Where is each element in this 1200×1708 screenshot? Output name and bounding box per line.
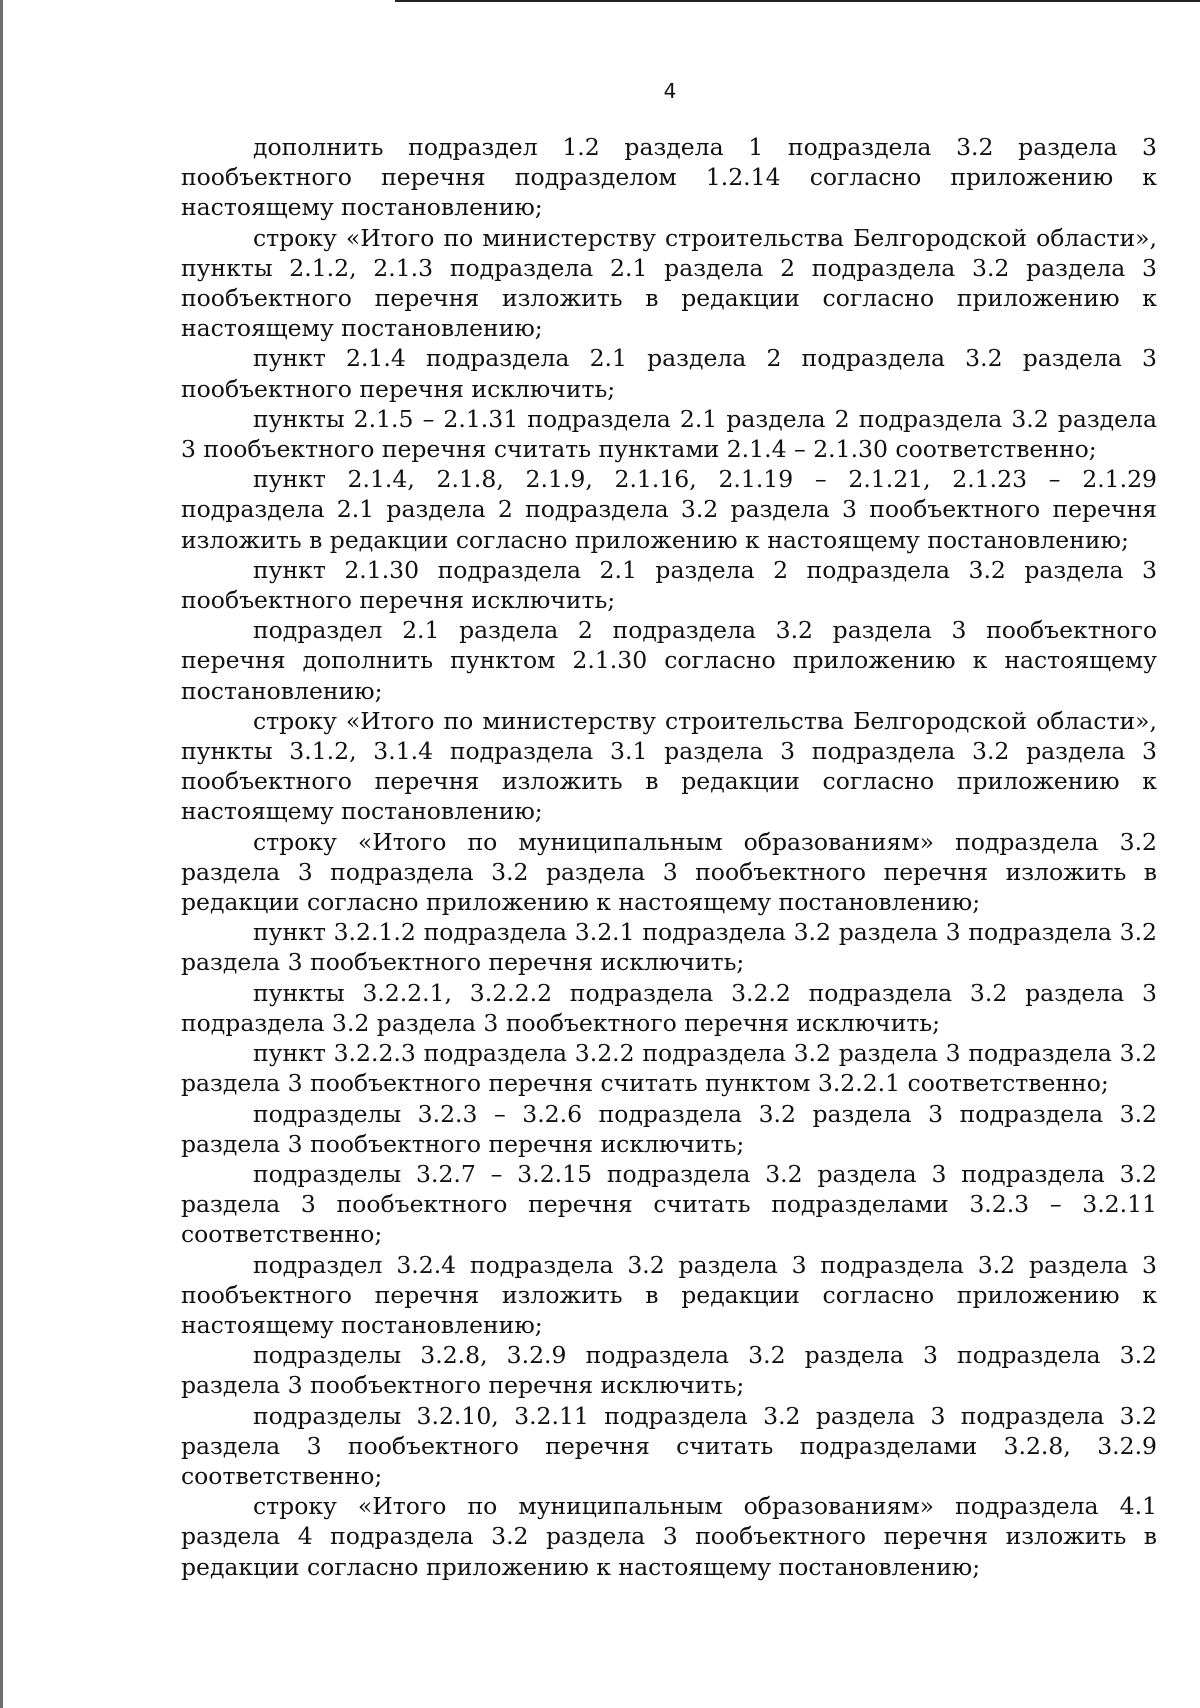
left-scan-edge — [0, 0, 3, 1708]
paragraph: пункт 3.2.1.2 подраздела 3.2.1 подраздела 3.2 раздела 3 подраздела 3.2 раздела 3 пообъектного перечня исключить; — [181, 918, 1157, 977]
paragraph: пункт 2.1.30 подраздела 2.1 раздела 2 подраздела 3.2 раздела 3 пообъектного перечня исключить; — [181, 555, 1157, 615]
paragraph: подразделы 3.2.8, 3.2.9 подраздела 3.2 раздела 3 подраздела 3.2 раздела 3 пообъектного перечня исключить; — [181, 1341, 1157, 1400]
paragraph: пункт 2.1.4, 2.1.8, 2.1.9, 2.1.16, 2.1.19 – 2.1.21, 2.1.23 – 2.1.29 подраздела 2.1 раздела 2 подраздела 3.2 раздела 3 пообъектного перечня изложить в редакции согласно приложению к настоящему постановлению; — [181, 465, 1157, 554]
paragraph: дополнить подраздел 1.2 раздела 1 подраздела 3.2 раздела 3 пообъектного перечня подразделом 1.2.14 согласно приложению к настоящему постановлению; — [181, 133, 1157, 222]
top-border-line — [395, 0, 1200, 2]
paragraph: пункт 2.1.4 подраздела 2.1 раздела 2 подраздела 3.2 раздела 3 пообъектного перечня исключить; — [181, 344, 1157, 403]
paragraph: пункт 3.2.2.3 подраздела 3.2.2 подраздела 3.2 раздела 3 подраздела 3.2 раздела 3 пообъектного перечня считать пунктом 3.2.2.1 соответственно; — [181, 1039, 1157, 1098]
paragraph: подраздел 3.2.4 подраздела 3.2 раздела 3 подраздела 3.2 раздела 3 пообъектного перечня изложить в редакции согласно приложению к настоящему постановлению; — [181, 1250, 1157, 1339]
paragraph: строку «Итого по министерству строительства Белгородской области», пункты 2.1.2, 2.1.3 подраздела 2.1 раздела 2 подраздела 3.2 раздела 3 пообъектного перечня изложить в редакции согласно приложению к настоящему постановлению; — [181, 223, 1157, 343]
paragraph: подразделы 3.2.10, 3.2.11 подраздела 3.2 раздела 3 подраздела 3.2 раздела 3 пообъектного перечня считать подразделами 3.2.8, 3.2.9 соответственно; — [181, 1401, 1157, 1490]
paragraph: подразделы 3.2.3 – 3.2.6 подраздела 3.2 раздела 3 подраздела 3.2 раздела 3 пообъектного перечня исключить; — [181, 1099, 1157, 1158]
paragraph: пункты 2.1.5 – 2.1.31 подраздела 2.1 раздела 2 подраздела 3.2 раздела 3 пообъектного перечня считать пунктами 2.1.4 – 2.1.30 соответственно; — [181, 404, 1157, 464]
paragraph: подразделы 3.2.7 – 3.2.15 подраздела 3.2 раздела 3 подраздела 3.2 раздела 3 пообъектного перечня считать подразделами 3.2.3 – 3.2.11 соответственно; — [181, 1159, 1157, 1249]
page-number: 4 — [663, 79, 677, 103]
paragraph: подраздел 2.1 раздела 2 подраздела 3.2 раздела 3 пообъектного перечня дополнить пунктом 2.1.30 согласно приложению к настоящему постановлению; — [181, 616, 1157, 705]
paragraph: строку «Итого по муниципальным образованиям» подраздела 4.1 раздела 4 подраздела 3.2 раздела 3 пообъектного перечня изложить в редакции согласно приложению к настоящему постановлению; — [181, 1492, 1157, 1581]
paragraph: пункты 3.2.2.1, 3.2.2.2 подраздела 3.2.2 подраздела 3.2 раздела 3 подраздела 3.2 раздела 3 пообъектного перечня исключить; — [181, 978, 1157, 1037]
paragraph: строку «Итого по министерству строительства Белгородской области», пункты 3.1.2, 3.1.4 подраздела 3.1 раздела 3 подраздела 3.2 раздела 3 пообъектного перечня изложить в редакции согласно приложению к настоящему постановлению; — [181, 706, 1157, 826]
document-body — [181, 132, 1157, 1582]
paragraph: строку «Итого по муниципальным образованиям» подраздела 3.2 раздела 3 подраздела 3.2 раздела 3 пообъектного перечня изложить в редакции согласно приложению к настоящему постановлению; — [181, 827, 1157, 917]
